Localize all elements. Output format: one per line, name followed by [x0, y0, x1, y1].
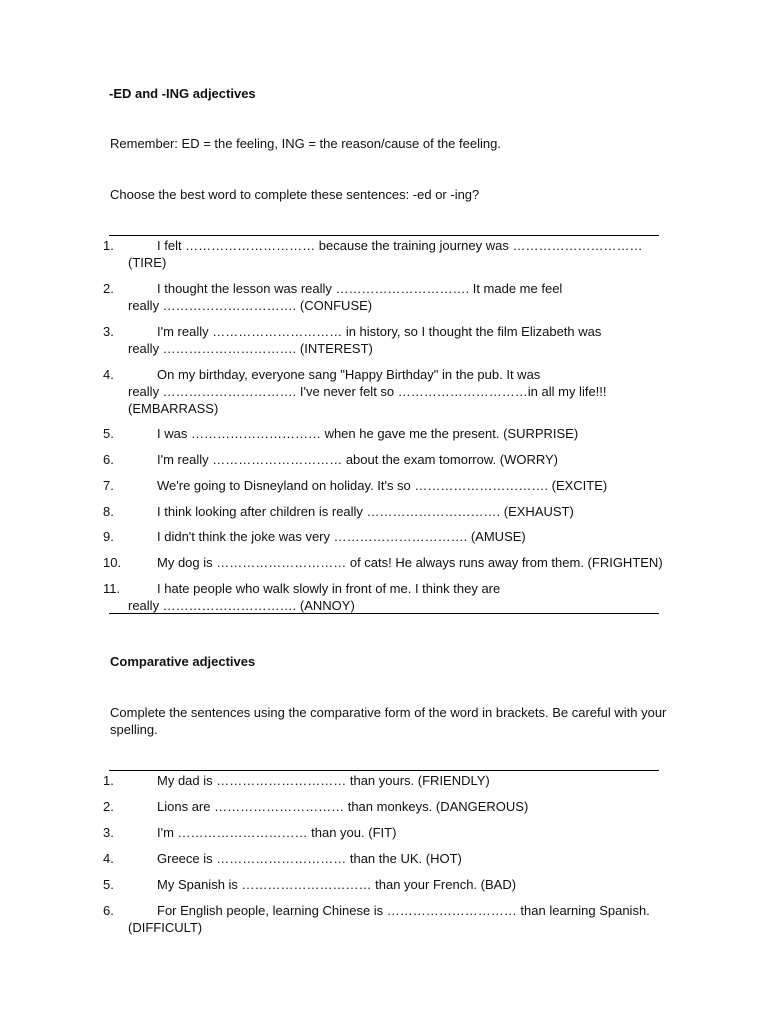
section2-title: Comparative adjectives: [110, 654, 256, 669]
item-text: My Spanish is ………………………… than your French. (BAD): [157, 877, 517, 892]
item-text: We're going to Disneyland on holiday. It's so …………………………. (EXCITE): [157, 478, 608, 493]
item-text: I thought the lesson was really …………………………. It made me feel: [157, 281, 563, 296]
section1-bottom-rule: [109, 613, 659, 614]
item-text: Lions are ………………………… than monkeys. (DANGEROUS): [157, 799, 529, 814]
section1-title: -ED and -ING adjectives: [109, 86, 256, 101]
item-text: I didn't think the joke was very …………………………. (AMUSE): [157, 529, 526, 544]
item-text: I felt ………………………… because the training journey was …………………………: [157, 238, 643, 253]
item-number: 11.: [103, 581, 121, 596]
item-text: I'm really ………………………… in history, so I thought the film Elizabeth was: [157, 324, 602, 339]
item-number: 4.: [103, 367, 114, 382]
item-text: Greece is ………………………… than the UK. (HOT): [157, 851, 462, 866]
item-text: On my birthday, everyone sang "Happy Birthday" in the pub. It was: [157, 367, 541, 382]
item-number: 1.: [103, 238, 114, 253]
item-text: I was ………………………… when he gave me the present. (SURPRISE): [157, 426, 579, 441]
item-number: 5.: [103, 877, 114, 892]
item-number: 10.: [103, 555, 122, 570]
item-text-cont: really …………………………. (ANNOY): [128, 598, 355, 613]
section1-instruction: Choose the best word to complete these sentences: -ed or -ing?: [110, 187, 480, 202]
item-text: I hate people who walk slowly in front of me. I think they are: [157, 581, 501, 596]
section1-top-rule: [109, 235, 659, 236]
item-number: 8.: [103, 504, 114, 519]
item-text: I'm really ………………………… about the exam tomorrow. (WORRY): [157, 452, 558, 467]
item-text-cont: really …………………………. (INTEREST): [128, 341, 373, 356]
item-number: 6.: [103, 452, 114, 467]
section2-top-rule: [109, 770, 659, 771]
item-text-cont: (DIFFICULT): [128, 920, 203, 935]
item-text-cont: (TIRE): [128, 255, 167, 270]
item-number: 9.: [103, 529, 114, 544]
item-text-cont: really …………………………. I've never felt so …………………………in all my life!!!: [128, 384, 607, 399]
item-text: My dad is ………………………… than yours. (FRIENDLY): [157, 773, 490, 788]
item-number: 3.: [103, 825, 114, 840]
section1-remember: Remember: ED = the feeling, ING = the reason/cause of the feeling.: [110, 136, 501, 151]
item-number: 7.: [103, 478, 114, 493]
item-number: 5.: [103, 426, 114, 441]
item-text: My dog is ………………………… of cats! He always runs away from them. (FRIGHTEN): [157, 555, 663, 570]
item-number: 1.: [103, 773, 114, 788]
item-number: 6.: [103, 903, 114, 918]
item-text: I'm ………………………… than you. (FIT): [157, 825, 397, 840]
item-text: I think looking after children is really …………………………. (EXHAUST): [157, 504, 574, 519]
item-number: 3.: [103, 324, 114, 339]
item-text-cont: really …………………………. (CONFUSE): [128, 298, 373, 313]
item-number: 2.: [103, 281, 114, 296]
section2-instruction-line1: Complete the sentences using the comparative form of the word in brackets. Be careful with your: [110, 705, 667, 720]
section2-instruction-line2: spelling.: [110, 722, 158, 737]
item-number: 2.: [103, 799, 114, 814]
item-number: 4.: [103, 851, 114, 866]
item-text: For English people, learning Chinese is ………………………… than learning Spanish.: [157, 903, 650, 918]
item-text-cont: (EMBARRASS): [128, 401, 219, 416]
